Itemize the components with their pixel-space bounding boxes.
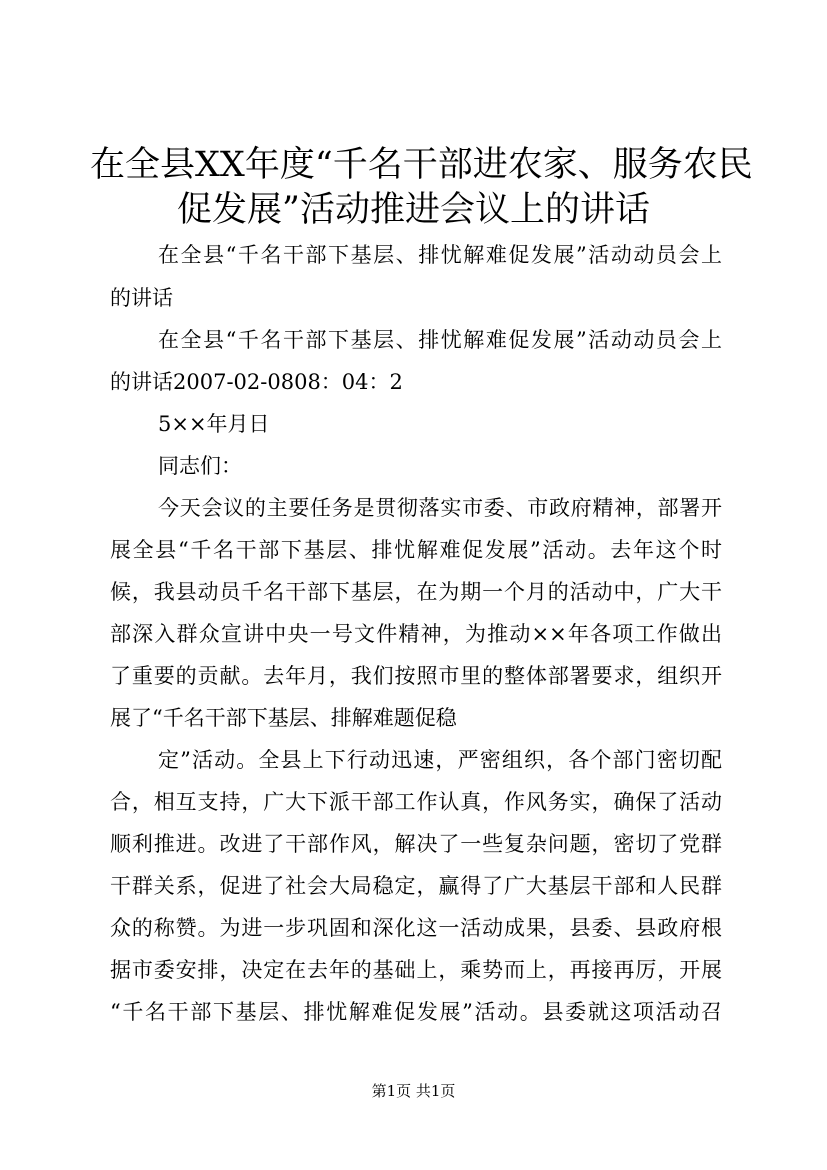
paragraph-line: “千名干部下基层、排忧解难促发展”活动。县委就这项活动召 [110, 1000, 722, 1024]
paragraph-line: 部深入群众宣讲中央一号文件精神，为推动××年各项工作做出 [110, 622, 722, 646]
document-title-line-1: 在全县XX年度“千名干部进农家、服务农民 [90, 145, 753, 185]
paragraph-line: 干群关系，促进了社会大局稳定，赢得了广大基层干部和人民群 [110, 874, 722, 898]
paragraph-line: 的讲话2007-02-0808：04：2 [110, 370, 403, 394]
paragraph-line: 展全县“千名干部下基层、排忧解难促发展”活动。去年这个时 [110, 538, 722, 562]
paragraph-line: 的讲话 [110, 286, 173, 310]
paragraph-line: 合，相互支持，广大下派干部工作认真，作风务实，确保了活动 [110, 790, 722, 814]
paragraph-line: 今天会议的主要任务是贯彻落实市委、市政府精神，部署开 [158, 496, 722, 520]
paragraph-line: 了重要的贡献。去年月，我们按照市里的整体部署要求，组织开 [110, 664, 722, 688]
paragraph-line: 定”活动。全县上下行动迅速，严密组织，各个部门密切配 [158, 748, 722, 772]
document-title-line-2: 促发展”活动推进会议上的讲话 [177, 190, 650, 230]
paragraph-line: 5××年月日 [158, 412, 270, 436]
salutation: 同志们： [158, 454, 242, 478]
page-number-footer: 第1页 共1页 [371, 1082, 456, 1100]
paragraph-line: 顺利推进。改进了干部作风，解决了一些复杂问题，密切了党群 [110, 832, 722, 856]
paragraph-line: 候，我县动员千名干部下基层，在为期一个月的活动中，广大干 [110, 580, 722, 604]
paragraph-line: 在全县“千名干部下基层、排忧解难促发展”活动动员会上 [158, 328, 722, 352]
paragraph-line: 众的称赞。为进一步巩固和深化这一活动成果，县委、县政府根 [110, 916, 722, 940]
paragraph-line: 据市委安排，决定在去年的基础上，乘势而上，再接再厉，开展 [110, 958, 722, 982]
paragraph-line: 展了“千名干部下基层、排解难题促稳 [110, 706, 457, 730]
paragraph-line: 在全县“千名干部下基层、排忧解难促发展”活动动员会上 [158, 243, 722, 267]
